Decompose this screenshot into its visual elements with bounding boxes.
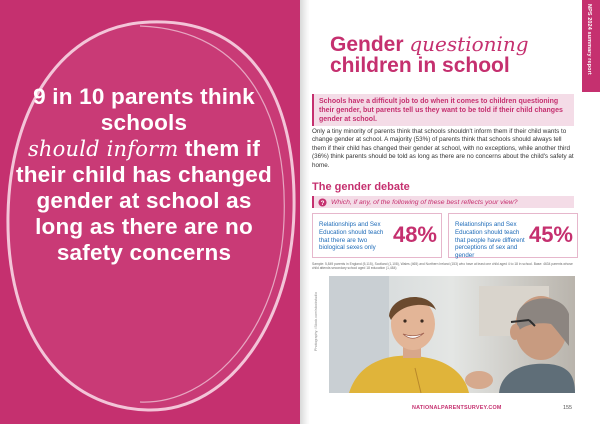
pull-quote xyxy=(10,84,278,266)
stat-card-different-perceptions xyxy=(448,213,578,258)
footer-url: NATIONALPARENTSURVEY.COM xyxy=(412,405,502,411)
question-bar xyxy=(312,196,574,208)
quote-part-1: 9 in 10 parents think schools xyxy=(33,84,255,135)
intro-text: Schools have a difficult job to do when it comes to children questioning their gender, but parents tell us they want to be told if their child changes gender at school. xyxy=(319,98,563,123)
photo-credit: Photography: iStock.com/stockstudio xyxy=(314,292,318,351)
photo-parent-and-teen xyxy=(329,276,575,393)
stat-label: Relationships and Sex Education should teach that people have different perceptions of sex and gender xyxy=(455,221,525,260)
svg-text:?: ? xyxy=(320,199,325,207)
quote-emphasis: should inform xyxy=(27,137,179,161)
survey-question: Which, if any, of the following of these best reflects your view? xyxy=(331,198,518,206)
page-spine xyxy=(300,0,310,424)
section-subhead: The gender debate xyxy=(312,181,410,193)
sample-footnote: Sample: 5,849 parents in England (5,115), Scotland (1,108), Wales (465) and Northern Ireland (153) who have at least one child aged 4 to 18 in school. Base: 4634 parents whose child attends secondary school aged 18 education (1,484) xyxy=(312,262,573,271)
section-tab-label: NPS 2024 summary report xyxy=(586,4,592,75)
title-word: Gender xyxy=(330,33,404,56)
page-title xyxy=(330,34,560,76)
photo-illustration xyxy=(329,276,575,393)
title-line-2: children in school xyxy=(330,54,510,77)
stat-card-two-sexes xyxy=(312,213,442,258)
stat-label: Relationships and Sex Education should teach that there are two biological sexes only xyxy=(319,221,384,252)
body-paragraph: Only a tiny minority of parents think that schools shouldn't inform them if their child wants to change gender at school. A majority (53%) of parents think that schools should always tell them if their child has changed their gender at school, with no exceptions, while another third (36%) think parents should be told as long as there are no concerns about the child's safety at home. xyxy=(312,128,574,169)
page-number: 155 xyxy=(563,405,572,411)
stat-value: 45% xyxy=(528,222,573,247)
question-mark-circle-icon xyxy=(318,198,327,207)
quote-part-2: them if their child has changed gender at school as long as there are no safety concerns xyxy=(16,136,272,265)
stat-value: 48% xyxy=(392,222,437,247)
intro-callout xyxy=(312,94,574,126)
title-script-word: questioning xyxy=(409,32,529,56)
section-tab xyxy=(582,0,600,92)
